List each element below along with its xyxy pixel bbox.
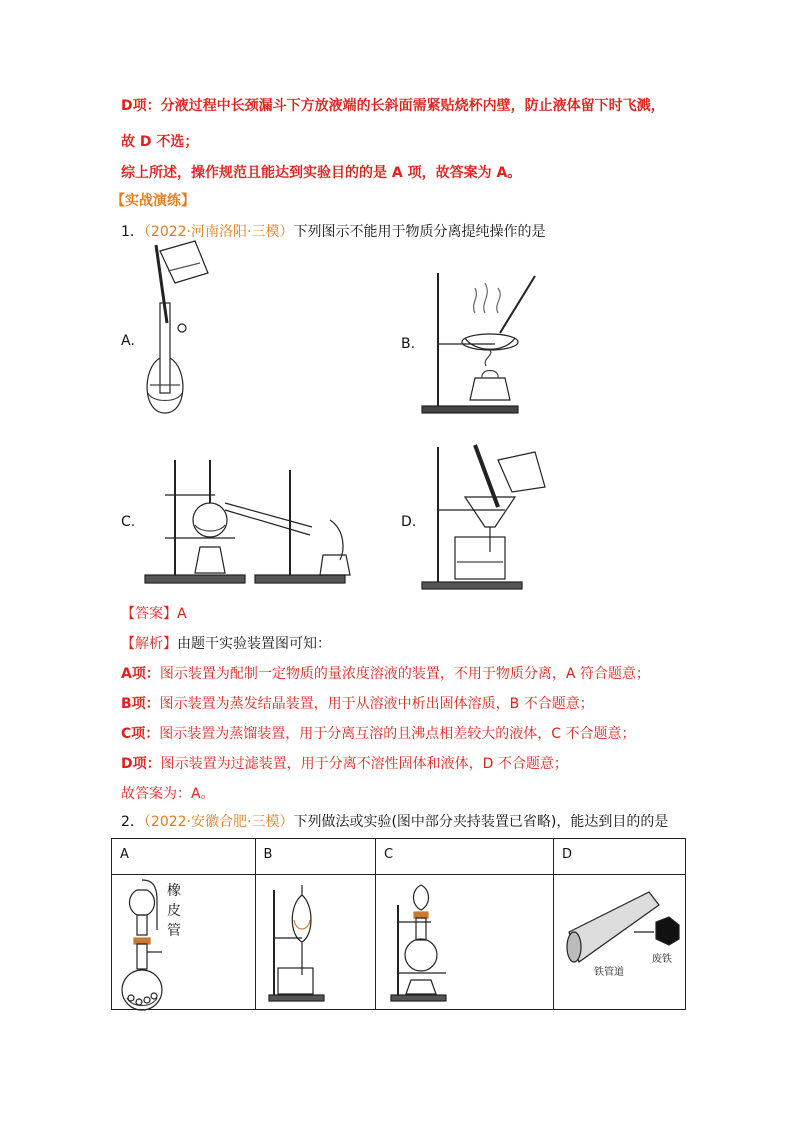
rubber-tube-label-char-1: 橡	[167, 883, 181, 899]
q1-point-b	[121, 694, 594, 714]
distillation-flask-figure	[386, 880, 526, 1005]
pipe-label: 铁管道	[593, 967, 624, 978]
q2-number: 2．	[121, 814, 144, 830]
q2-options-table	[111, 838, 686, 1010]
q1-answer: 【答案】A	[121, 606, 187, 622]
q2-cell-d	[553, 875, 685, 1010]
q1-source: （2022·河南洛阳·三模）	[143, 224, 294, 240]
waste-iron-label: 废铁	[651, 954, 672, 965]
section-title: 【实战演练】	[111, 193, 195, 209]
q1-point-c-key: C项：	[121, 726, 160, 742]
rubber-tube-apparatus-figure	[117, 880, 257, 1010]
q2-cell-c	[376, 875, 554, 1010]
q1-point-a	[121, 664, 650, 684]
q2-cell-a	[112, 875, 256, 1010]
q1-option-a-label: A.	[121, 333, 135, 349]
q1-point-a-key: A项：	[121, 666, 160, 682]
volumetric-flask-figure	[140, 243, 220, 423]
q1-option-b-label: B.	[401, 336, 416, 352]
pipe-protection-figure	[564, 887, 684, 997]
q2-header-c: C	[376, 839, 554, 875]
q1-point-c	[121, 724, 636, 744]
d-item-line2: 故 D 不选；	[121, 134, 199, 150]
q1-number: 1．	[121, 224, 144, 240]
rubber-tube-label-char-3: 管	[167, 923, 181, 939]
q1-point-b-key: B项：	[121, 696, 160, 712]
q1-point-c-text: 图示装置为蒸馏装置，用于分离互溶的且沸点相差较大的液体，C 不合题意；	[159, 726, 636, 742]
separatory-funnel-figure	[264, 880, 374, 1005]
q1-analysis-head: 【解析】	[121, 636, 177, 652]
rubber-tube-label-char-2: 皮	[167, 903, 181, 919]
q1-point-d-key: D项：	[121, 756, 161, 772]
q1-option-c-label: C.	[121, 514, 136, 530]
distillation-figure	[140, 455, 355, 590]
summary-line: 综上所述，操作规范且能达到实验目的的是 A 项，故答案为 A。	[121, 165, 522, 181]
q1-point-a-text: 图示装置为配制一定物质的量浓度溶液的装置，不用于物质分离，A 符合题意；	[159, 666, 650, 682]
q1-point-d-text: 图示装置为过滤装置，用于分离不溶性固体和液体，D 不合题意；	[160, 756, 568, 772]
q2-header-b: B	[255, 839, 376, 875]
q1-analysis-intro	[121, 634, 331, 654]
q1-point-d	[121, 754, 568, 774]
rubber-tube-label	[167, 881, 183, 941]
q2-source: （2022·安徽合肥·三模）	[143, 814, 294, 830]
q1-point-b-text: 图示装置为蒸发结晶装置，用于从溶液中析出固体溶质，B 不合题意；	[159, 696, 594, 712]
q2-header-d: D	[553, 839, 685, 875]
q1-option-d-label: D.	[401, 514, 417, 530]
q1-stem	[121, 222, 545, 242]
evaporation-figure	[420, 268, 540, 418]
q1-conclusion: 故答案为：A。	[121, 786, 215, 802]
q2-cell-b	[255, 875, 376, 1010]
d-item-line1: D项：分液过程中长颈漏斗下方放液端的长斜面需紧贴烧杯内壁，防止液体留下时飞溅，	[121, 98, 665, 114]
q1-analysis-intro-text: 由题干实验装置图可知：	[177, 636, 331, 652]
filtration-figure	[420, 442, 560, 592]
q2-stem-text: 下列做法或实验(图中部分夹持装置已省略)，能达到目的的是	[293, 814, 669, 830]
q2-stem	[121, 812, 668, 832]
q2-header-a: A	[112, 839, 256, 875]
q1-stem-text: 下列图示不能用于物质分离提纯操作的是	[293, 224, 546, 240]
